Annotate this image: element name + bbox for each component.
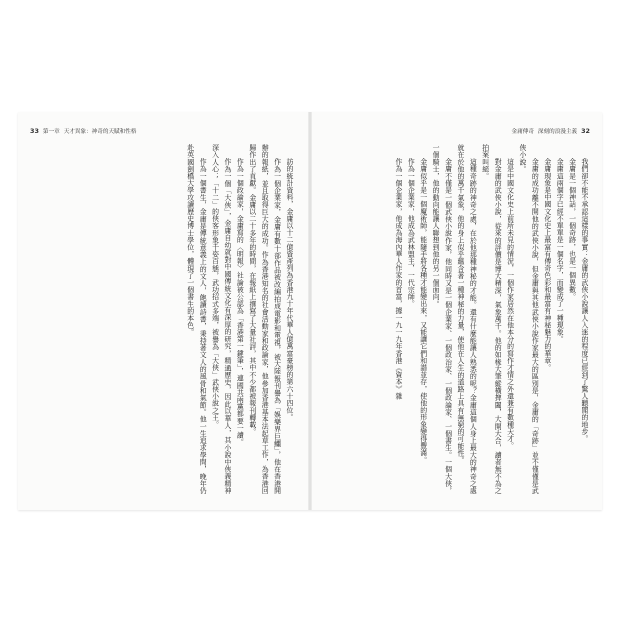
paragraph: 這是中國文化史上前所未見的情況，一個作家居然在他本分的寫作才情之外還兼有數種天才。	[505, 157, 514, 449]
paragraph: 金庸的成功離不開他的武俠小說，但金庸與其他武俠小說作家最大的區別是，金庸的「奇跡」並不僅僅是武俠小說。	[517, 144, 539, 494]
right-section-title: 深刻的浪漫主義	[537, 129, 578, 135]
paragraph: 作為一個企業家，他成為武林盟主，一代宗師。	[406, 157, 415, 307]
left-page	[18, 112, 309, 510]
right-book-title: 金庸傳奇	[511, 129, 534, 135]
paragraph: 作為一個書生，金庸是傳統意義上的文人，飽讀詩書，秉持著文人的風骨和氣節。他一生追求學問，晚年仍赴英國劍橋大學攻讀歷史博士學位，體現了一個書生的本色。	[185, 144, 207, 494]
right-page	[311, 112, 602, 510]
left-page-body	[23, 144, 295, 494]
left-section-title: 天才異象：神奇的天賦和性格	[63, 129, 137, 135]
paragraph: 作為一個企業家，他成為海內華人作家的首富，據一九一九年香港《資本》雜	[393, 157, 402, 400]
paragraph: 我們卻不能不承認這樣的事實：金庸的武俠小說讓人入迷的程度已經到了驚人聽聞的地步。	[580, 157, 588, 442]
paragraph: 金庸似乎是一個魔術師，能隨手將各種才能變出來，又能讓它們和諧並存，使他的形象變得豐滿。	[418, 157, 427, 464]
paragraph: 作為一個「大俠」，金庸自幼就對中國傳統文化有深厚的研究，精通歷史，因此以華人，其小說中俠義精神深入人心；「十二」的俠客形象千姿百態，武功招式多端，被譽為「大俠」武俠小說之王。	[210, 144, 231, 494]
right-page-number: 32	[581, 127, 590, 135]
left-chapter-label: 第一章	[42, 129, 60, 135]
paragraph: 對金庸的武俠小說，從來的評價是博大精深，氣象萬千。他的如椽大筆縱橫捭闔，大開大合，讀者無不為之拍案叫絕。	[480, 144, 502, 494]
left-page-number: 33	[30, 127, 39, 135]
paragraph: 作為一個政論家，金庸寫的〈明報〉社論被公認為「香港第一鍵筆」，連國共兩黨都要一讀。	[235, 157, 244, 446]
right-page-body	[322, 144, 590, 494]
paragraph: 金庸是一個神話，一個奇跡，也是一個異數。	[567, 157, 576, 300]
left-running-header	[30, 126, 136, 136]
paragraph: 訪的統計資料，金庸以十二億資產列為香港九十年代華人億萬富豪榜的第六十四位。	[285, 157, 293, 421]
paragraph: 作為一個企業家，金庸有數十部作品被改編拍成電影和電視，被大陸報刊譽為「娛樂界巨鱷」，他在香港開辦的報紙，並且取得巨大的成功。作為香港知名的社會活動家和政論家，他參加香港基本法起草工作，為香港回歸作出了貢獻。金庸以二十多年的時間，在報紙上撰寫了大量社評，其中不少都被報刊轉載。	[247, 144, 281, 494]
paragraph: 金庸現象是中國文化史上最富有傳奇色彩和最富有神秘魅力的華章。	[542, 157, 551, 371]
paragraph: 金庸不僅是一個武俠小說作家，他同時又是一個企業家、一個政治家、一個政論家、一個書生。一個大俠，一個騎士，他的動向能讓人聯想到他的另一個面向。	[431, 144, 452, 494]
right-running-header	[512, 126, 590, 136]
paragraph: 這種奇跡的神奇之處，在於他那種神秘的才能。還有什麼能讓人熟悉的呢？金庸這個人身上最大的神奇之處就在於他的萬千氣象，他的身上似乎蘊含著一種神秘的力量，使他在人生的道路上具有無窮的可能性。	[455, 144, 477, 494]
book-spread	[18, 112, 602, 510]
paragraph: 金庸這兩個字已經不單單是一個名字，而變成了一種現象。	[555, 157, 564, 343]
